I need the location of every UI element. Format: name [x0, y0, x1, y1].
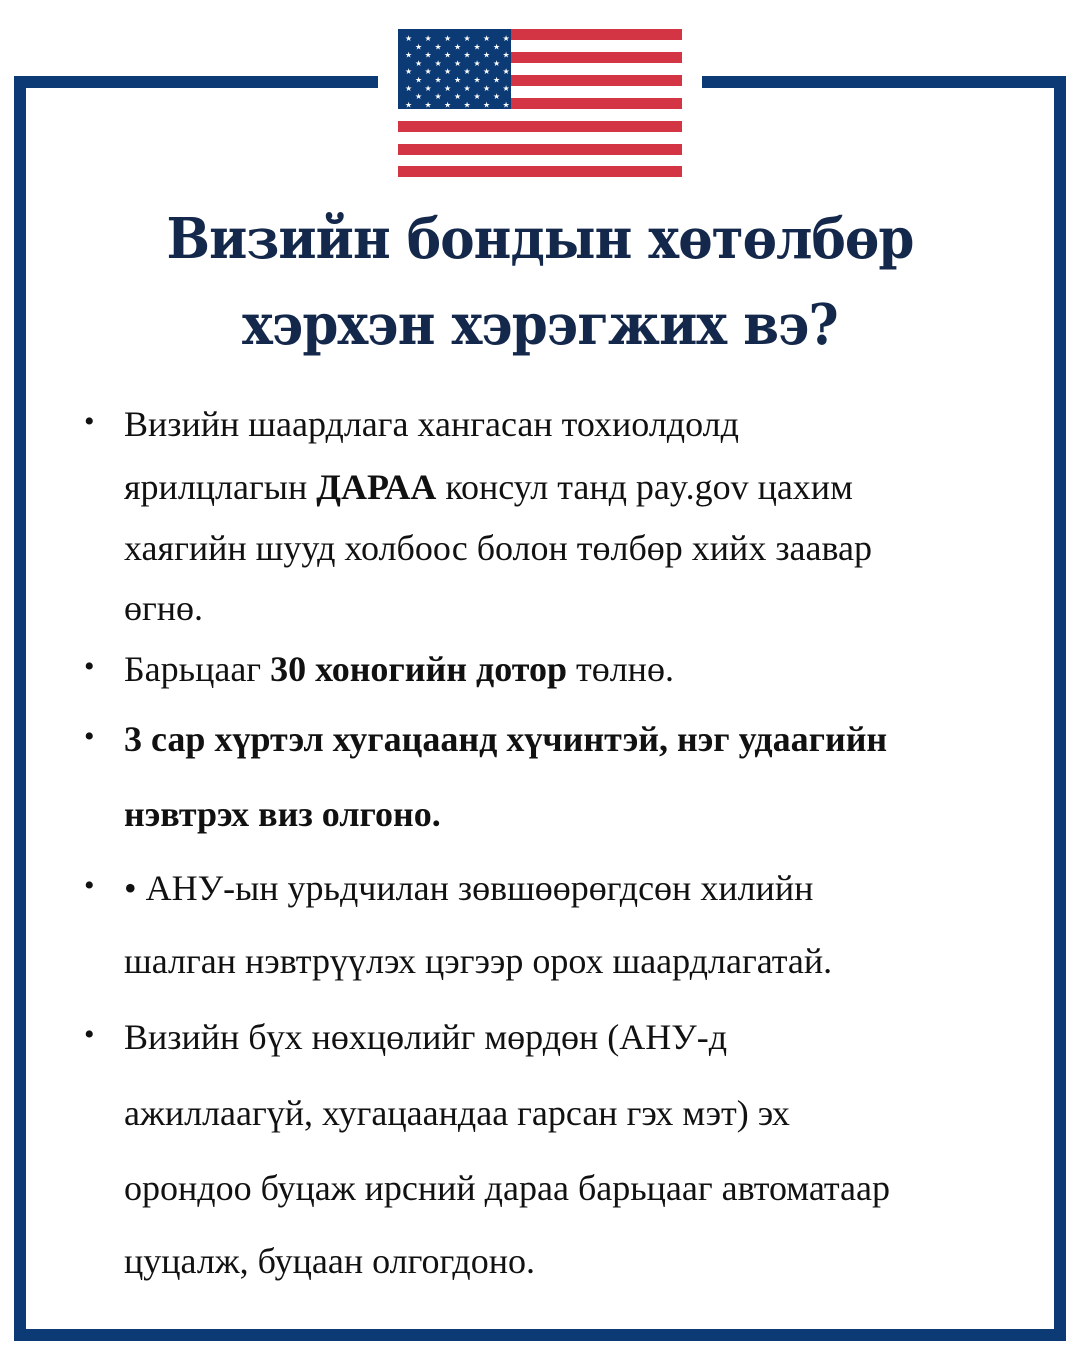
svg-text:★: ★	[434, 75, 442, 85]
us-flag-icon	[398, 29, 682, 178]
svg-text:★: ★	[434, 58, 442, 68]
frame-top-right	[702, 76, 1066, 88]
title-line-1: Визийн бондын хөтөлбөр	[166, 206, 914, 272]
svg-text:★: ★	[463, 83, 471, 93]
body-text: хаягийн шууд холбоос болон төлбөр хийх заавар	[124, 528, 873, 568]
bullet-icon: •	[84, 405, 95, 438]
svg-text:★: ★	[444, 83, 452, 93]
emphasis-text: нэвтрэх виз олгоно.	[124, 794, 441, 834]
svg-text:★: ★	[405, 34, 413, 43]
body-text: Визийн бүх нөхцөлийг мөрдөн (АНУ-д	[124, 1017, 728, 1057]
list-item-line	[124, 867, 813, 909]
body-text: өгнө.	[124, 588, 204, 628]
svg-text:★: ★	[454, 92, 462, 102]
frame-right	[1054, 76, 1066, 1341]
svg-text:★: ★	[502, 34, 510, 43]
svg-text:★: ★	[483, 34, 491, 43]
svg-text:★: ★	[444, 34, 452, 43]
body-text: шалган нэвтрүүлэх цэгээр орох шаардлагатай.	[124, 941, 833, 981]
svg-text:★: ★	[502, 50, 510, 60]
svg-text:★: ★	[463, 67, 471, 77]
list-item-line	[124, 403, 739, 445]
svg-text:★: ★	[434, 42, 442, 52]
svg-text:★: ★	[483, 100, 491, 110]
svg-text:★: ★	[493, 75, 501, 85]
emphasis-text: 3 сар хүртэл хугацаанд хүчинтэй, нэг удаагийн	[124, 719, 888, 759]
list-item-line	[124, 466, 853, 508]
list-item-line	[124, 587, 203, 629]
list-item-line	[124, 1240, 535, 1282]
body-text: цуцалж, буцаан олгогдоно.	[124, 1241, 536, 1281]
svg-text:★: ★	[473, 42, 481, 52]
body-text: Визийн шаардлага хангасан тохиолдолд	[124, 404, 739, 444]
frame-left	[14, 76, 26, 1341]
svg-text:★: ★	[483, 83, 491, 93]
list-item-line	[124, 940, 832, 982]
svg-text:★: ★	[463, 100, 471, 110]
svg-text:★: ★	[473, 75, 481, 85]
svg-text:★: ★	[502, 100, 510, 110]
list-item-line	[124, 1016, 727, 1058]
svg-text:★: ★	[454, 42, 462, 52]
list-item-line	[124, 1167, 890, 1209]
svg-text:★: ★	[405, 83, 413, 93]
svg-text:★: ★	[493, 58, 501, 68]
svg-text:★: ★	[424, 67, 432, 77]
svg-text:★: ★	[502, 83, 510, 93]
svg-text:★: ★	[463, 50, 471, 60]
svg-text:★: ★	[483, 67, 491, 77]
svg-text:★: ★	[463, 34, 471, 43]
svg-text:★: ★	[493, 92, 501, 102]
svg-text:★: ★	[415, 42, 423, 52]
svg-text:★: ★	[405, 67, 413, 77]
svg-text:★: ★	[502, 67, 510, 77]
body-text: ярилцлагын	[124, 467, 317, 507]
frame-bottom	[14, 1329, 1066, 1341]
svg-text:★: ★	[424, 100, 432, 110]
body-text: ажиллаагүй, хугацаандаа гарсан гэх мэт) эх	[124, 1093, 790, 1133]
frame-top-left	[14, 76, 378, 88]
svg-text:★: ★	[473, 58, 481, 68]
title-line-2: хэрхэн хэрэгжих вэ?	[242, 292, 838, 358]
list-item-line	[124, 648, 674, 690]
list-item-line	[124, 527, 872, 569]
emphasis-text: 30 хоногийн дотор	[270, 649, 567, 689]
list-item-line	[124, 718, 887, 760]
bullet-icon: •	[84, 869, 95, 902]
svg-text:★: ★	[493, 42, 501, 52]
list-item-line	[124, 793, 441, 835]
page-title	[43, 196, 1037, 368]
svg-text:★: ★	[454, 75, 462, 85]
emphasis-text: ДАРАА	[316, 467, 437, 507]
svg-text:★: ★	[424, 50, 432, 60]
svg-text:★: ★	[444, 100, 452, 110]
bullet-icon: •	[84, 1018, 95, 1051]
body-text: • АНУ-ын урьдчилан зөвшөөрөгдсөн хилийн	[124, 868, 814, 908]
svg-text:★: ★	[424, 34, 432, 43]
svg-text:★: ★	[415, 92, 423, 102]
svg-text:★: ★	[444, 67, 452, 77]
bullet-icon: •	[84, 720, 95, 753]
svg-text:★: ★	[434, 92, 442, 102]
body-text: төлнө.	[566, 649, 674, 689]
svg-text:★: ★	[444, 50, 452, 60]
body-text: Барьцааг	[124, 649, 271, 689]
svg-text:★: ★	[415, 58, 423, 68]
list-item-line	[124, 1092, 790, 1134]
svg-text:★: ★	[483, 50, 491, 60]
svg-text:★: ★	[415, 75, 423, 85]
svg-text:★: ★	[473, 92, 481, 102]
svg-text:★: ★	[405, 100, 413, 110]
body-text: орондоо буцаж ирсний дараа барьцааг автоматаар	[124, 1168, 891, 1208]
body-text: консул танд pay.gov цахим	[436, 467, 853, 507]
svg-text:★: ★	[405, 50, 413, 60]
svg-text:★: ★	[424, 83, 432, 93]
bullet-icon: •	[84, 650, 95, 683]
svg-text:★: ★	[454, 58, 462, 68]
